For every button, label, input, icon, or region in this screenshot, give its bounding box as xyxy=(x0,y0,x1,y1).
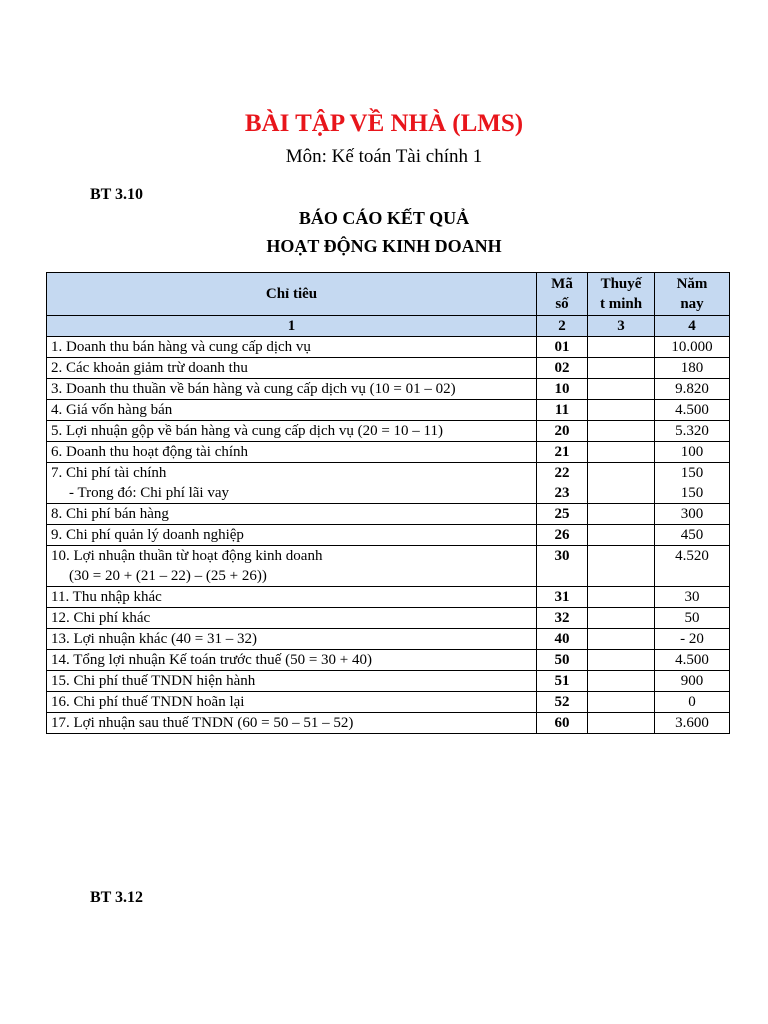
table-row xyxy=(47,629,730,650)
indicator-cell: 10. Lợi nhuận thuần từ hoạt động kinh doanh (30 = 20 + (21 – 22) – (25 + 26)) xyxy=(47,546,537,587)
table-row xyxy=(47,337,730,358)
note-cell xyxy=(588,525,655,546)
value-cell: 100 xyxy=(655,442,730,463)
value-cell: 9.820 xyxy=(655,379,730,400)
code-cell: 40 xyxy=(537,629,588,650)
code-cell: 31 xyxy=(537,587,588,608)
note-cell xyxy=(588,379,655,400)
indicator-cell: 2. Các khoản giảm trừ doanh thu xyxy=(47,358,537,379)
table-header-row xyxy=(47,273,730,316)
income-statement-table xyxy=(46,272,730,734)
value-cell: 300 xyxy=(655,504,730,525)
code-cell: 11 xyxy=(537,400,588,421)
indicator-cell: 8. Chi phí bán hàng xyxy=(47,504,537,525)
header-code: Mã số xyxy=(537,273,588,316)
note-cell xyxy=(588,421,655,442)
table-row xyxy=(47,692,730,713)
header-note: Thuyế t minh xyxy=(588,273,655,316)
table-row xyxy=(47,587,730,608)
code-cell: 51 xyxy=(537,671,588,692)
table-row xyxy=(47,421,730,442)
indicator-cell: 7. Chi phí tài chính - Trong đó: Chi phí lãi vay xyxy=(47,463,537,504)
note-cell xyxy=(588,629,655,650)
table-row xyxy=(47,650,730,671)
code-cell: 52 xyxy=(537,692,588,713)
value-cell: 4.500 xyxy=(655,650,730,671)
table-row xyxy=(47,546,730,587)
note-cell xyxy=(588,358,655,379)
code-cell: 25 xyxy=(537,504,588,525)
value-cell: 180 xyxy=(655,358,730,379)
indicator-cell: 17. Lợi nhuận sau thuế TNDN (60 = 50 – 51 – 52) xyxy=(47,713,537,734)
note-cell xyxy=(588,587,655,608)
code-cell: 26 xyxy=(537,525,588,546)
value-cell: 5.320 xyxy=(655,421,730,442)
table-row xyxy=(47,400,730,421)
indicator-cell: 6. Doanh thu hoạt động tài chính xyxy=(47,442,537,463)
code-cell: 30 xyxy=(537,546,588,587)
table-row xyxy=(47,379,730,400)
code-cell: 21 xyxy=(537,442,588,463)
note-cell xyxy=(588,400,655,421)
note-cell xyxy=(588,713,655,734)
value-cell: 900 xyxy=(655,671,730,692)
header-current-year: Năm nay xyxy=(655,273,730,316)
indicator-cell: 12. Chi phí khác xyxy=(47,608,537,629)
report-title-line2: HOẠT ĐỘNG KINH DOANH xyxy=(266,236,502,256)
value-cell: 3.600 xyxy=(655,713,730,734)
value-cell: 150 150 xyxy=(655,463,730,504)
value-cell: 4.520 xyxy=(655,546,730,587)
indicator-cell: 14. Tổng lợi nhuận Kế toán trước thuế (50 = 30 + 40) xyxy=(47,650,537,671)
exercise-label-bt-3-10: BT 3.10 xyxy=(90,186,144,203)
table-row xyxy=(47,671,730,692)
code-cell: 20 xyxy=(537,421,588,442)
header-indicator: Chỉ tiêu xyxy=(47,273,537,316)
note-cell xyxy=(588,337,655,358)
column-number: 4 xyxy=(655,316,730,337)
table-row xyxy=(47,358,730,379)
value-cell: 0 xyxy=(655,692,730,713)
indicator-cell: 1. Doanh thu bán hàng và cung cấp dịch vụ xyxy=(47,337,537,358)
table-row xyxy=(47,442,730,463)
value-cell: 30 xyxy=(655,587,730,608)
code-cell: 50 xyxy=(537,650,588,671)
column-number: 2 xyxy=(537,316,588,337)
note-cell xyxy=(588,504,655,525)
column-number: 1 xyxy=(47,316,537,337)
code-cell: 10 xyxy=(537,379,588,400)
note-cell xyxy=(588,608,655,629)
value-cell: 10.000 xyxy=(655,337,730,358)
indicator-cell: 4. Giá vốn hàng bán xyxy=(47,400,537,421)
code-cell: 01 xyxy=(537,337,588,358)
value-cell: - 20 xyxy=(655,629,730,650)
note-cell xyxy=(588,692,655,713)
note-cell xyxy=(588,546,655,587)
note-cell xyxy=(588,463,655,504)
code-cell: 60 xyxy=(537,713,588,734)
value-cell: 50 xyxy=(655,608,730,629)
table-row xyxy=(47,463,730,504)
indicator-cell: 5. Lợi nhuận gộp về bán hàng và cung cấp dịch vụ (20 = 10 – 11) xyxy=(47,421,537,442)
table-row xyxy=(47,525,730,546)
indicator-cell: 11. Thu nhập khác xyxy=(47,587,537,608)
indicator-cell: 16. Chi phí thuế TNDN hoãn lại xyxy=(47,692,537,713)
table-row xyxy=(47,713,730,734)
page-title: BÀI TẬP VỀ NHÀ (LMS) xyxy=(244,110,524,137)
indicator-cell: 9. Chi phí quản lý doanh nghiệp xyxy=(47,525,537,546)
course-subtitle: Môn: Kế toán Tài chính 1 xyxy=(285,146,483,167)
column-number: 3 xyxy=(588,316,655,337)
indicator-cell: 3. Doanh thu thuần về bán hàng và cung cấp dịch vụ (10 = 01 – 02) xyxy=(47,379,537,400)
note-cell xyxy=(588,442,655,463)
table-row xyxy=(47,504,730,525)
code-cell: 02 xyxy=(537,358,588,379)
code-cell: 22 23 xyxy=(537,463,588,504)
column-number-row xyxy=(47,316,730,337)
note-cell xyxy=(588,650,655,671)
report-title-line1: BÁO CÁO KẾT QUẢ xyxy=(298,208,470,228)
value-cell: 4.500 xyxy=(655,400,730,421)
indicator-cell: 13. Lợi nhuận khác (40 = 31 – 32) xyxy=(47,629,537,650)
value-cell: 450 xyxy=(655,525,730,546)
indicator-cell: 15. Chi phí thuế TNDN hiện hành xyxy=(47,671,537,692)
exercise-label-bt-3-12: BT 3.12 xyxy=(90,889,144,906)
note-cell xyxy=(588,671,655,692)
code-cell: 32 xyxy=(537,608,588,629)
table-row xyxy=(47,608,730,629)
